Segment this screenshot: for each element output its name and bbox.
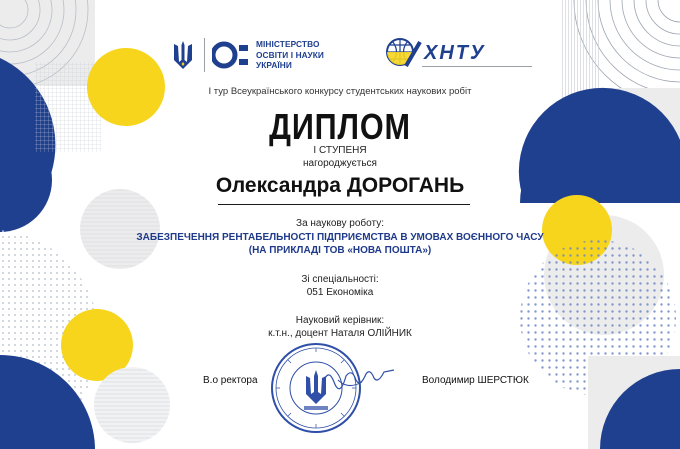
ministry-logo-icon [212, 40, 250, 70]
contest-title: І тур Всеукраїнського конкурсу студентських наукових робіт [208, 86, 472, 97]
university-underline [422, 66, 532, 67]
university-abbr: ХНТУ [424, 42, 486, 64]
logo-separator [204, 38, 205, 72]
work-title-line-2: (НА ПРИКЛАДІ ТОВ «НОВА ПОШТА») [248, 245, 432, 256]
recipient-name: Олександра ДОРОГАНЬ [215, 174, 465, 197]
university-globe-icon [382, 32, 424, 76]
work-title [0, 231, 680, 257]
ministry-line-1: МІНІСТЕРСТВО [256, 39, 320, 49]
specialty-label: Зі спеціальності: [301, 274, 379, 285]
diploma-degree: І СТУПЕНЯ [313, 145, 367, 156]
awarded-text: нагороджується [303, 158, 377, 169]
logo-row [172, 36, 552, 76]
recipient-underline [218, 204, 470, 205]
specialty-value: 051 Економіка [306, 287, 374, 298]
work-title-line-1: ЗАБЕЗПЕЧЕННЯ РЕНТАБЕЛЬНОСТІ ПІДПРИЄМСТВА В УМОВАХ ВОЄННОГО ЧАСУ [136, 232, 544, 243]
ministry-line-2: ОСВІТИ І НАУКИ [256, 49, 324, 60]
supervisor-value: к.т.н., доцент Наталя ОЛІЙНИК [268, 328, 412, 339]
rector-label: В.о ректора [203, 375, 258, 386]
decor-right-lines [560, 0, 600, 100]
work-label: За наукову роботу: [296, 218, 384, 229]
ukraine-trident-icon [172, 40, 194, 70]
supervisor-label: Науковий керівник: [295, 315, 385, 326]
rector-signature [318, 360, 398, 396]
diploma-title: ДИПЛОМ [269, 106, 411, 147]
ministry-line-3: УКРАЇНИ [256, 60, 292, 70]
rector-name: Володимир ШЕРСТЮК [422, 375, 529, 386]
ministry-name [256, 39, 324, 71]
